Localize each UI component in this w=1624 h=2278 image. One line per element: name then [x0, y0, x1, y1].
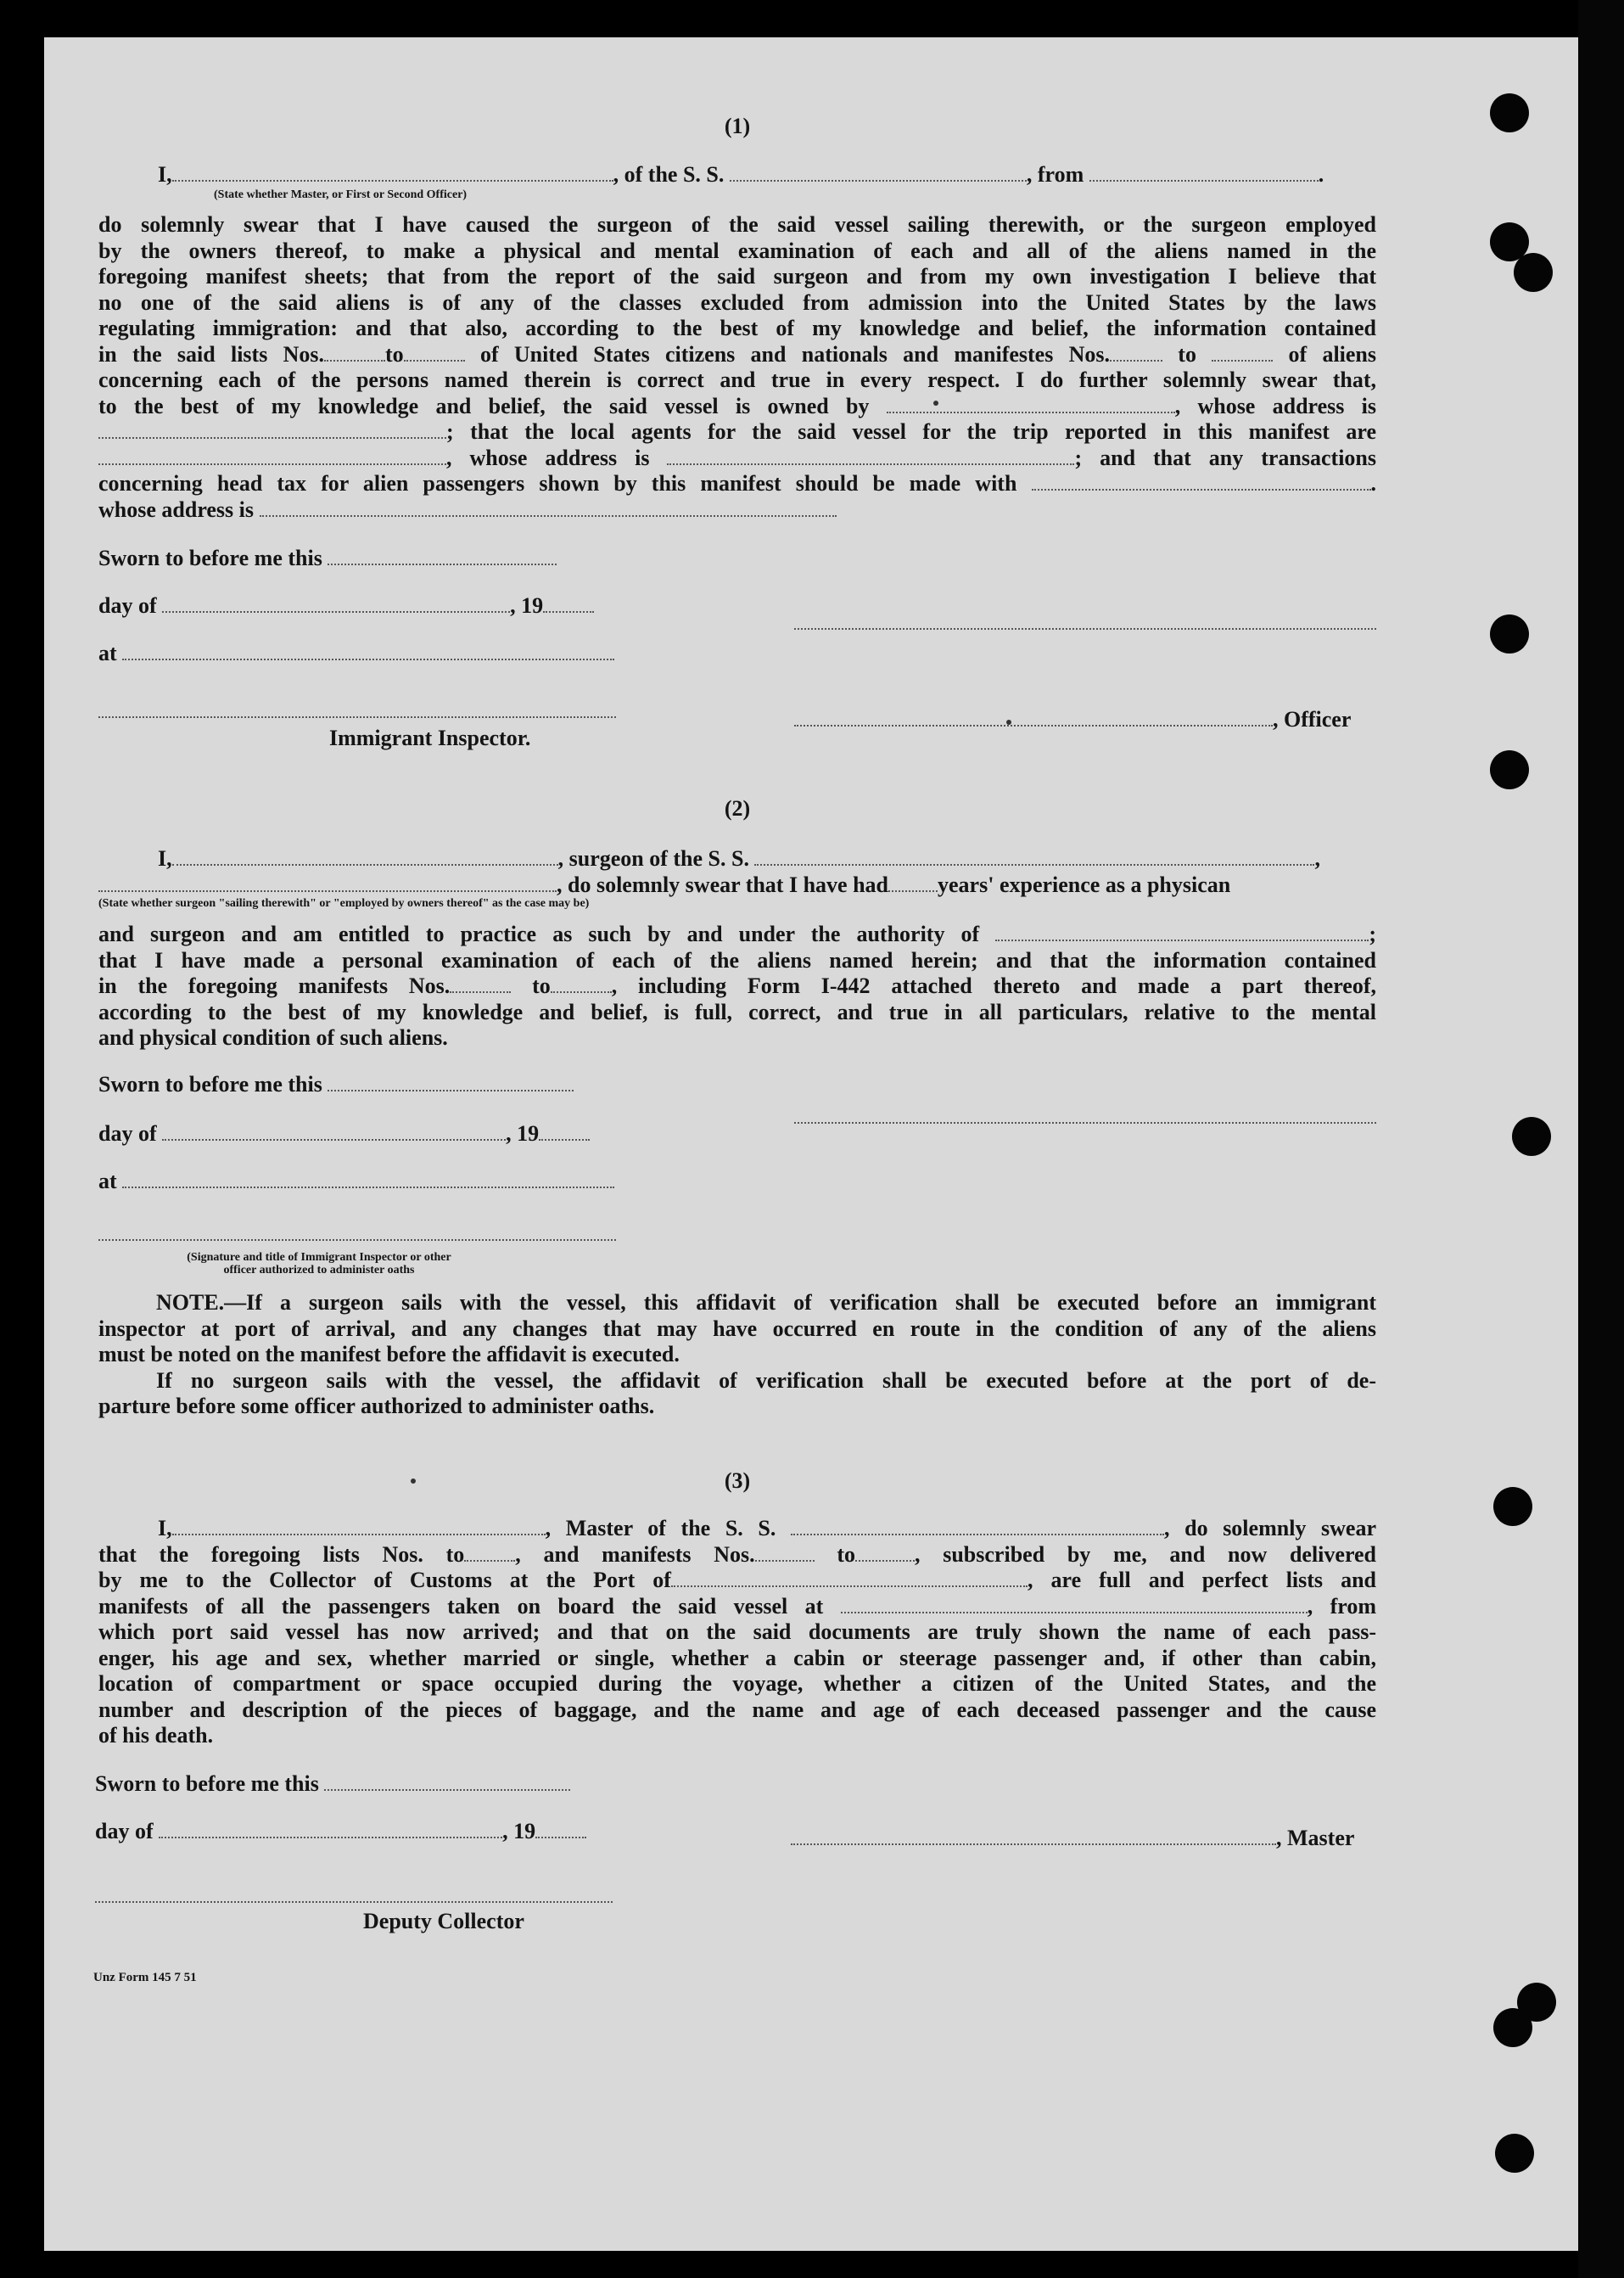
surgeon-vessel-field[interactable] — [754, 849, 1314, 866]
immigrant-inspector-label: Immigrant Inspector. — [329, 726, 531, 750]
foregoing-lists-field[interactable] — [464, 1545, 515, 1562]
manifest-to-field[interactable] — [1212, 345, 1273, 362]
manifests-to-field-3[interactable] — [855, 1545, 915, 1562]
master-line: , Master — [791, 1825, 1380, 1851]
head-tax-address-field[interactable] — [260, 500, 837, 517]
officer-line: , Officer — [794, 706, 1380, 732]
punch-hole — [1490, 93, 1529, 132]
deputy-collector-label: Deputy Collector — [363, 1909, 524, 1933]
master-vessel-field[interactable] — [791, 1518, 1164, 1535]
speck — [933, 401, 938, 406]
section-2-body: and surgeon and am entitled to practice as such by and under the authority of ; that I have made a personal examination of each of the aliens named herein; and that the information contained in the foregoing manifests Nos. to , including Form I-442 attached thereto and made a part thereof, according to the best of my knowledge and belief, is full, correct, and true in all particulars, relative to the mental and physical condition of such aliens. — [98, 922, 1376, 1050]
section-2-number: (2) — [724, 796, 751, 821]
manifests-from-field-3[interactable] — [755, 1545, 815, 1562]
punch-hole — [1490, 750, 1529, 789]
sworn-day-field-3[interactable] — [324, 1774, 570, 1791]
year-field[interactable] — [543, 596, 594, 613]
section-3-body: I, , Master of the S. S. , do solemnly swear that the foregoing lists Nos. to , and manifests Nos. to , subscribed by me, and now delivered by me to the Collector of Customs at the Port of , are full and perfect lists and manifests of all the passengers taken on board the said vessel at , from which port said vessel has now arrived; and that on the said documents are truly shown the name of each pass- enger, his age and sex, whether married or single, whether a cabin or steerage passenger and, if other than cabin, location of compartment or space occupied during the voyage, whether a citizen of the United States, and the number and description of the pieces of baggage, and the name and age of each deceased passenger and the cause of his death. — [98, 1516, 1377, 1748]
vessel-name-field[interactable] — [730, 165, 1027, 182]
head-tax-field[interactable] — [1032, 474, 1371, 491]
sworn-line-3: Sworn to before me this — [95, 1770, 1373, 1797]
form-id: Unz Form 145 7 51 — [93, 1971, 197, 1984]
inspector-sigline[interactable] — [98, 699, 616, 718]
master-signature-field[interactable] — [791, 1828, 1276, 1845]
at-field[interactable] — [122, 643, 614, 660]
punch-hole — [1514, 253, 1553, 292]
dayof-line-2: day of , 19 — [98, 1120, 1376, 1147]
surgeon-note: (State whether surgeon "sailing therewith" or "employed by owners thereof" as the case may be) — [98, 897, 590, 910]
collector-sigline[interactable] — [95, 1884, 613, 1903]
month-field-2[interactable] — [162, 1124, 506, 1141]
sig-title-note: (Signature and title of Immigrant Inspector or other — [187, 1251, 451, 1264]
lists-from-field[interactable] — [324, 345, 385, 362]
punch-hole — [1493, 1487, 1532, 1526]
month-field-3[interactable] — [159, 1821, 502, 1838]
speck — [411, 1478, 416, 1484]
sworn-day-field-2[interactable] — [328, 1074, 574, 1091]
boarding-port-field[interactable] — [841, 1596, 1308, 1613]
section-1-number: (1) — [724, 114, 751, 138]
intro-note: (State whether Master, or First or Second Officer) — [214, 188, 468, 201]
inspector-sigline-2[interactable] — [98, 1222, 616, 1241]
authority-field[interactable] — [995, 924, 1369, 941]
section-1-body: do solemnly swear that I have caused the surgeon of the said vessel sailing therewith, or the surgeon employed by the owners thereof, to make a physical and mental examination of each and all of the aliens named in the foregoing manifest sheets; that from the report of the said surgeon and from my own investigation I believe that no one of the said aliens is of any of the classes excluded from admission into the United States by the laws regulating immigration: and that also, according to the best of my knowledge and belief, the information contained in the said lists Nos. to of United States citizens and nationals and manifestes Nos. to of aliens concerning each of the persons named therein is correct and true in every respect. I do further solemnly swear that, to the best of my knowledge and belief, the said vessel is owned by , whose address is ; that the local agents for the said vessel for the trip reported in this manifest are , whose address is ; and that any transactions concerning head tax for alien passengers shown by this manifest should be made with . whose address is — [98, 212, 1377, 522]
surgeon-status-field[interactable] — [98, 875, 557, 892]
section-3-number: (3) — [724, 1468, 751, 1493]
master-name-field-3[interactable] — [172, 1518, 546, 1535]
month-field[interactable] — [162, 596, 510, 613]
officer-sigline-1[interactable] — [794, 611, 1376, 630]
surgeon-manifest-from[interactable] — [450, 976, 511, 993]
punch-hole — [1490, 614, 1529, 654]
officer-field[interactable] — [794, 710, 1273, 727]
sworn-day-field[interactable] — [328, 548, 557, 565]
owner-address-field[interactable] — [98, 422, 446, 439]
section-2-line2: , do solemnly swear that I have had years' experience as a physican — [98, 872, 1376, 898]
year-field-2[interactable] — [539, 1124, 590, 1141]
sworn-line-2: Sworn to before me this — [98, 1071, 1376, 1097]
agents-address-field[interactable] — [667, 448, 1074, 465]
dayof-line-3: day of , 19 — [95, 1818, 1373, 1844]
punch-hole — [1493, 2008, 1532, 2047]
punch-hole — [1495, 2134, 1534, 2173]
section-2-line1: I, , surgeon of the S. S. , — [158, 846, 1320, 871]
year-field-3[interactable] — [535, 1821, 586, 1838]
owner-field[interactable] — [887, 396, 1175, 413]
dayof-line-1: day of , 19 — [98, 592, 1376, 619]
at-line-2: at — [98, 1168, 1376, 1194]
from-port-field[interactable] — [1089, 165, 1319, 182]
scan-border — [1578, 0, 1624, 2278]
section-1-intro: I, , of the S. S. , from . — [158, 162, 1324, 187]
agents-field[interactable] — [98, 448, 446, 465]
at-field-2[interactable] — [122, 1171, 614, 1188]
lists-to-field[interactable] — [404, 345, 465, 362]
surgeon-note-paragraph: NOTE.—If a surgeon sails with the vessel, this affidavit of verification shall be executed before an immigrant inspector at port of arrival, and any changes that may have occurred en route in the condition of any of the aliens must be noted on the manifest before the affidavit is executed. If no surgeon sails with the vessel, the affidavit of verification shall be executed before at the port of de- parture before some officer authorized to administer oaths. — [98, 1290, 1376, 1418]
years-field[interactable] — [888, 875, 938, 892]
speck — [1006, 720, 1011, 725]
manifest-from-field[interactable] — [1110, 345, 1162, 362]
punch-hole — [1512, 1117, 1551, 1156]
port-field[interactable] — [671, 1570, 1028, 1587]
sworn-line-1: Sworn to before me this — [98, 545, 1376, 571]
surgeon-manifest-to[interactable] — [551, 976, 612, 993]
master-name-field[interactable] — [172, 165, 613, 182]
surgeon-name-field[interactable] — [172, 849, 558, 866]
sig-title-note-2: officer authorized to administer oaths — [223, 1264, 415, 1276]
at-line-1: at — [98, 640, 1376, 666]
